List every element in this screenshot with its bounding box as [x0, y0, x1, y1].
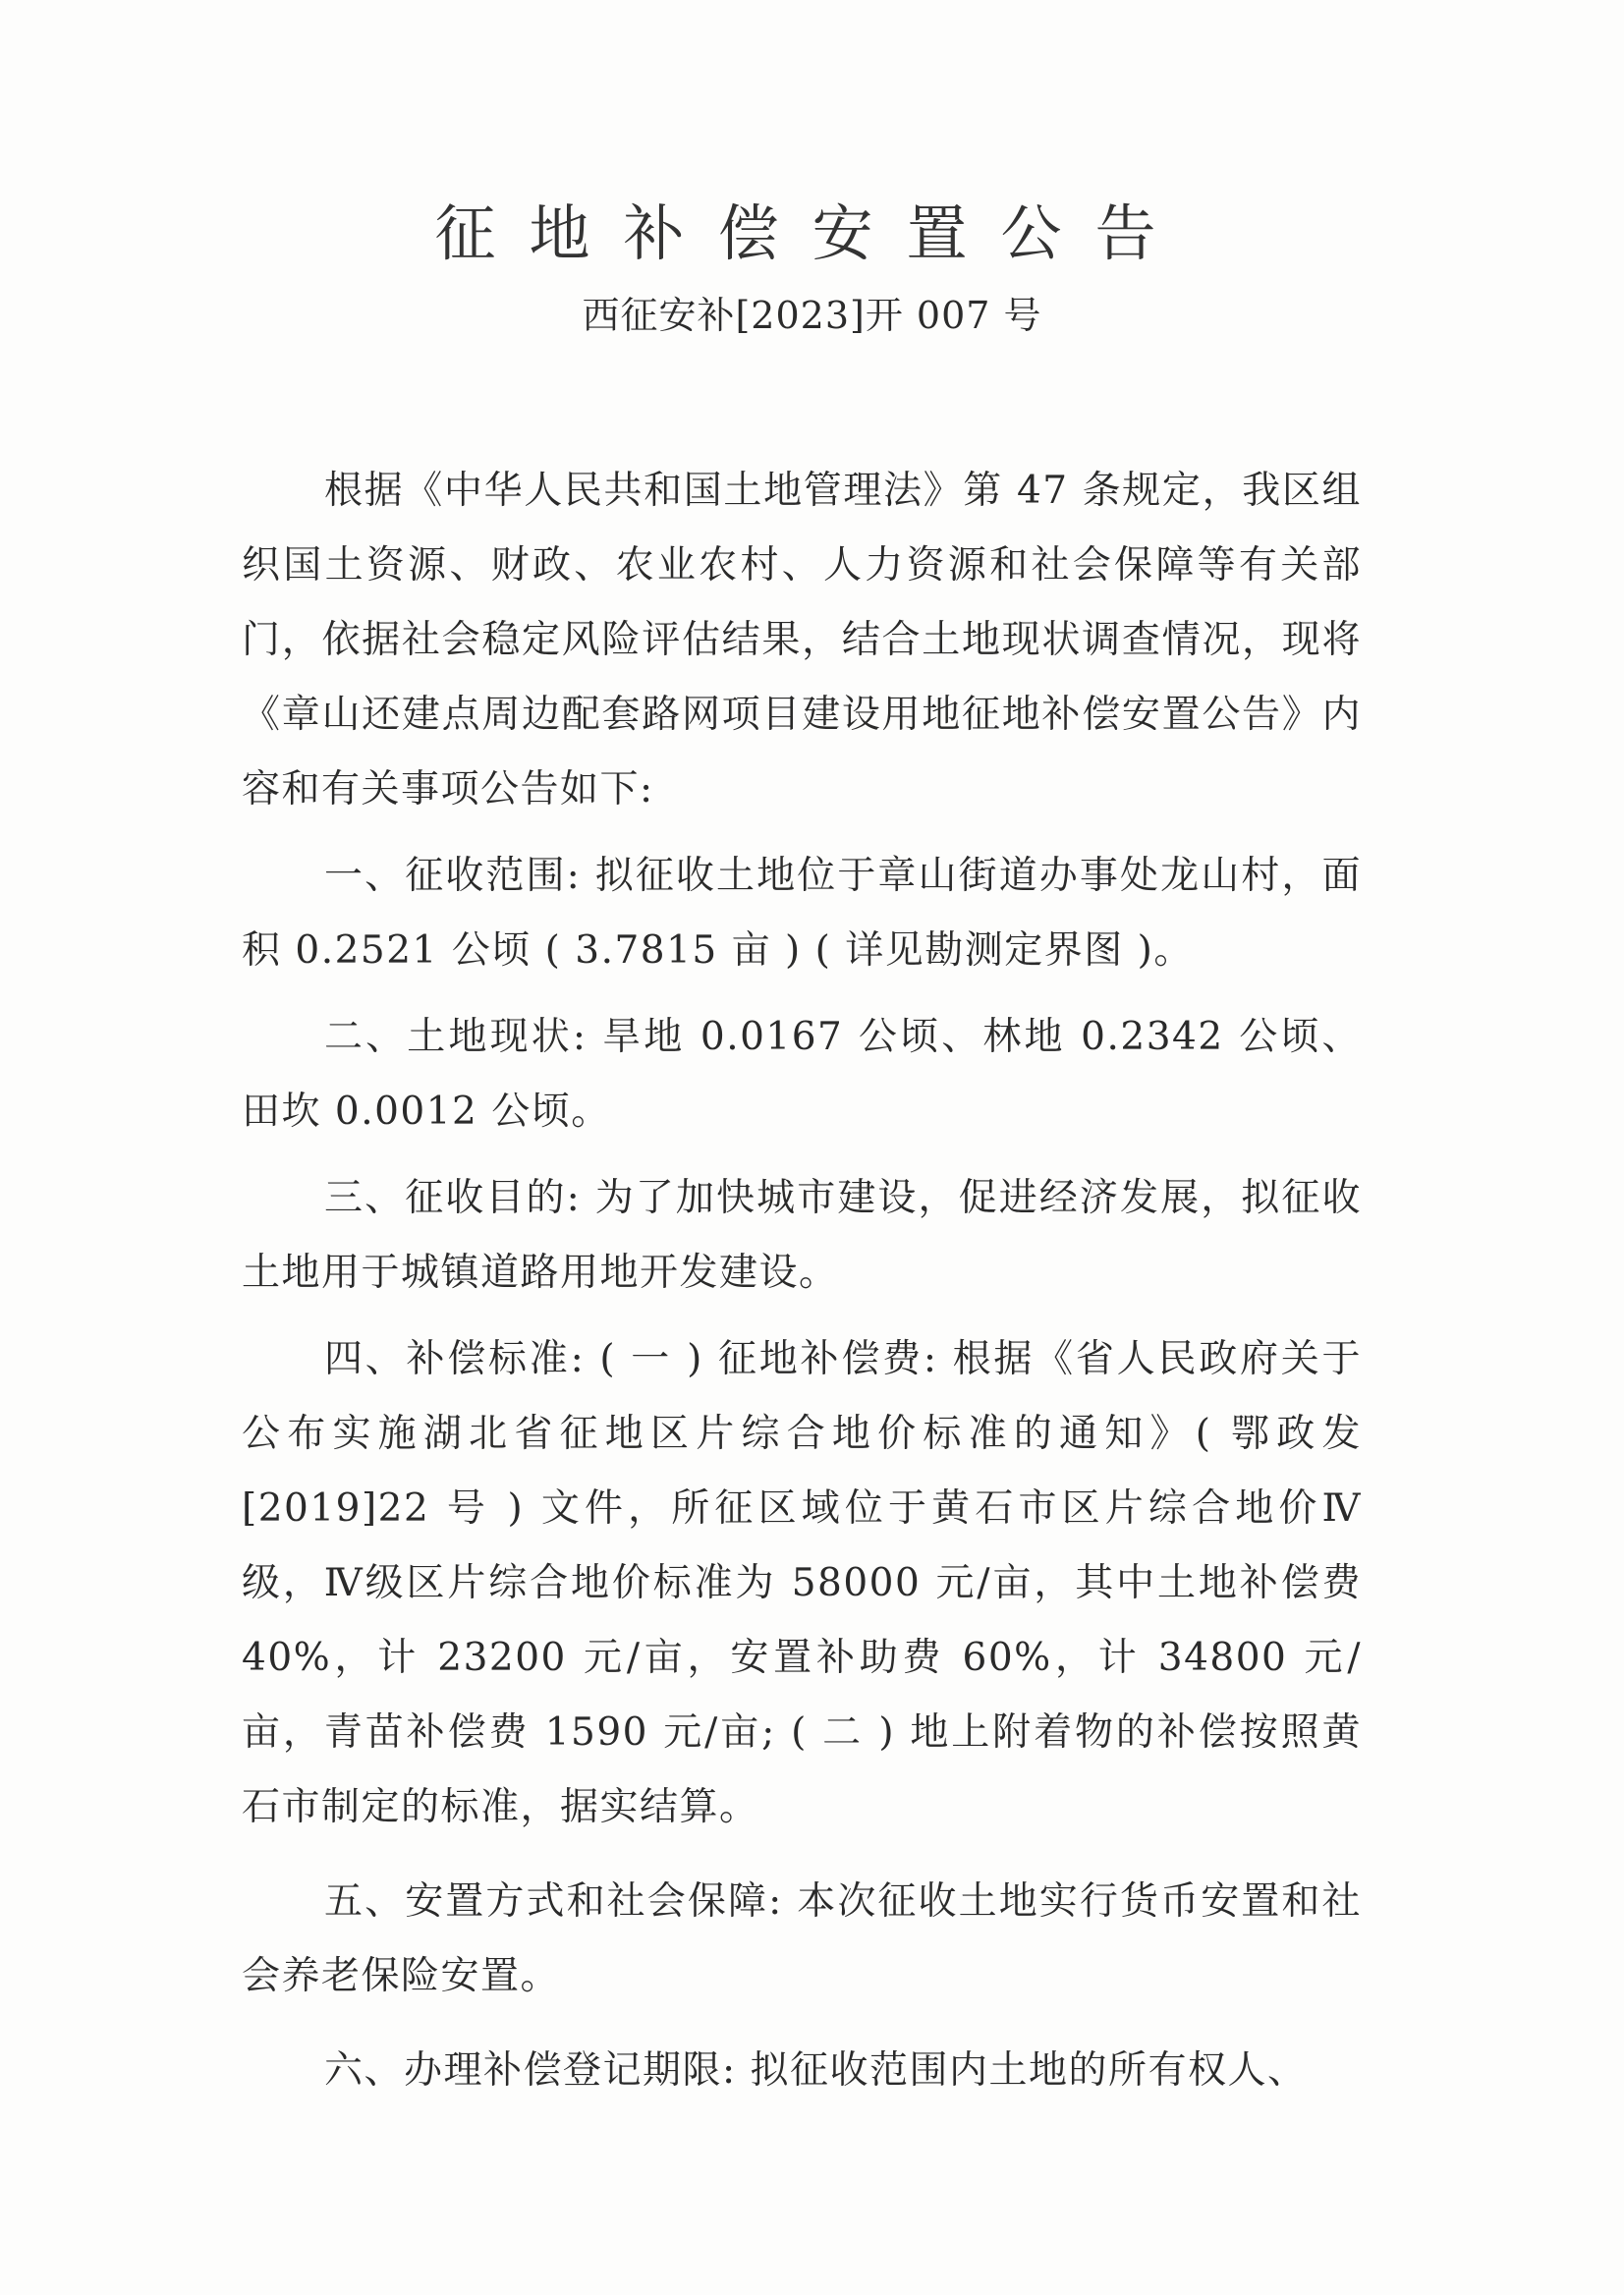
paragraph-intro: 根据《中华人民共和国土地管理法》第 47 条规定，我区组织国土资源、财政、农业农村、人力资源和社会保障等有关部门，依据社会稳定风险评估结果，结合土地现状调查情况，现将《章山还建点周边配套路网项目建设用地征地补偿安置公告》内容和有关事项公告如下:	[242, 469, 1362, 812]
document-number: 西征安补[2023]开 007 号	[582, 294, 1042, 337]
paragraph-registration-period: 六、办理补偿登记期限: 拟征收范围内土地的所有权人、	[324, 2048, 1308, 2093]
paragraph-compensation-standard: 四、补偿标准: ( 一 ) 征地补偿费: 根据《省人民政府关于公布实施湖北省征地区片综合地价标准的通知》( 鄂政发[2019]22 号 ) 文件，所征区域位于黄石市区片综合地价Ⅳ级，Ⅳ级区片综合地价标准为 58000 元/亩，其中土地补偿费 40%，计 23200 元/亩，安置补助费 60%，计 34800 元/亩，青苗补偿费 1590 元/亩; ( 二 ) 地上附着物的补偿按照黄石市制定的标准，据实结算。	[242, 1337, 1362, 1829]
paragraph-purpose: 三、征收目的: 为了加快城市建设，促进经济发展，拟征收土地用于城镇道路用地开发建设。	[242, 1176, 1362, 1295]
paragraph-land-status: 二、土地现状: 旱地 0.0167 公顷、林地 0.2342 公顷、田坎 0.0012 公顷。	[242, 1015, 1362, 1134]
document-body	[242, 454, 1362, 2108]
document-title: 征地补偿安置公告	[434, 197, 1190, 269]
paragraph-scope: 一、征收范围: 拟征收土地位于章山街道办事处龙山村，面积 0.2521 公顷 ( 3.7815 亩 ) ( 详见勘测定界图 )。	[242, 854, 1362, 973]
paragraph-resettlement: 五、安置方式和社会保障: 本次征收土地实行货币安置和社会养老保险安置。	[242, 1879, 1362, 1998]
